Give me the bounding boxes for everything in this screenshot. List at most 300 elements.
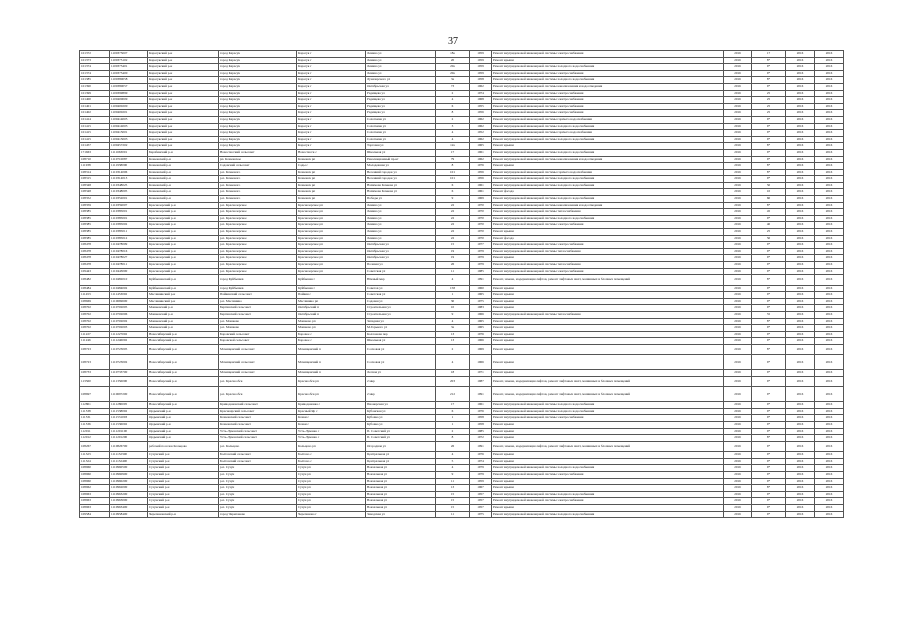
table-cell: 1957 [470, 498, 492, 505]
table-cell: 1110958400 [110, 511, 148, 518]
table-cell: 4 [436, 136, 470, 143]
table-cell: Революционный пр-кт [366, 156, 436, 163]
table-cell: П. Советский ул [366, 435, 436, 442]
table-cell: 15 [436, 491, 470, 498]
table-cell: 1110826700 [110, 441, 148, 451]
table-cell: 108484 [80, 285, 110, 292]
table-cell: Усть-Луковский сельсовет [219, 435, 297, 442]
table-cell: 8* [752, 202, 786, 209]
table-cell: Ремонт внутридомовой инженерной системы холодного водоснабжения [492, 402, 724, 409]
table-cell: 2016 [724, 163, 752, 170]
table-cell: 2016 [724, 441, 752, 451]
table-cell: 1110723005 [110, 344, 148, 354]
table-cell: 1974 [470, 90, 492, 97]
table-cell: Карасук г [297, 143, 366, 150]
table-cell: 1 [436, 422, 470, 429]
table-cell: 2016 [724, 485, 752, 492]
table-cell: 19 [436, 248, 470, 255]
table-cell: 2016 [724, 511, 752, 518]
table-cell: 108348 [80, 182, 110, 189]
table-cell: 1966 [470, 355, 492, 370]
table-cell: 2016 [786, 176, 815, 183]
table-cell: Карасук г [297, 57, 366, 64]
table-cell: Новоспасский сельсовет [219, 149, 297, 156]
table-cell: 2016 [786, 285, 815, 292]
table-cell: Кочковск рп [297, 189, 366, 196]
table-cell: Советов ул [366, 285, 436, 292]
table-cell: 22 [436, 229, 470, 236]
table-row [80, 51, 844, 58]
table-cell: 1110385002 [110, 222, 148, 229]
table-cell: 4 [436, 452, 470, 459]
table-cell: 79 [436, 156, 470, 163]
table-cell: Карасук г [297, 83, 366, 90]
table-cell: Ремонт крыши [492, 458, 724, 465]
table-cell: 2016 [815, 103, 844, 110]
table-row [80, 338, 844, 345]
table-cell: 9* [752, 478, 786, 485]
table-cell: 2016 [815, 435, 844, 442]
table-cell: Сузунский р-н [148, 452, 219, 459]
table-row [80, 311, 844, 318]
table-cell: 9* [752, 441, 786, 451]
table-cell: 1974 [470, 458, 492, 465]
table-cell: 101415 [80, 123, 110, 130]
table-cell: Кольцово рп [297, 441, 366, 451]
table-cell: 1968 [470, 97, 492, 104]
table-cell: 9 [436, 311, 470, 318]
table-cell: город Куйбышев [219, 285, 297, 292]
table-cell: 2016 [815, 156, 844, 163]
table-cell: Октябрьская ул [366, 83, 436, 90]
table-cell: 2 [436, 428, 470, 435]
table-cell: Ремонт фасада [492, 189, 724, 196]
table-cell: 2016 [815, 77, 844, 84]
table-cell: Ремонт, замена, модернизация лифтов, ремонт лифтовых шахт, машинных и блочных помещений [492, 376, 724, 386]
table-cell: р.п. Краснозерское [219, 268, 297, 275]
table-cell: город Карасук [219, 70, 297, 77]
table-cell: 25 [752, 97, 786, 104]
table-cell: 1975 [470, 511, 492, 518]
table-cell: 2016 [724, 51, 752, 58]
table-cell: 9* [752, 268, 786, 275]
table-row [80, 485, 844, 492]
table-cell: 1957 [470, 505, 492, 512]
table-cell: 22 [436, 235, 470, 242]
table-cell: 111227 [80, 331, 110, 338]
table-cell: р.п. Сузун [219, 465, 297, 472]
table-cell: 1952 [470, 130, 492, 137]
table-cell: Ремонт крыши [492, 318, 724, 325]
table-cell: Ремонт внутридомовой инженерной системы канализования и водоотведения [492, 83, 724, 90]
table-cell: 2016 [786, 428, 815, 435]
table-row [80, 415, 844, 422]
table-cell: Пайвин с [297, 292, 366, 299]
table-cell: 55 [752, 311, 786, 318]
table-cell: город Карасук [219, 143, 297, 150]
table-cell: Октябрьский п [297, 305, 366, 312]
table-cell: 2016 [786, 387, 815, 402]
table-cell: 2016 [815, 248, 844, 255]
table-cell: 30 [436, 298, 470, 305]
table-cell: город Карасук [219, 103, 297, 110]
table-cell: 1970 [470, 235, 492, 242]
table-cell: Огородная ул [366, 441, 436, 451]
table-cell: 112011 [80, 428, 110, 435]
table-cell: 9* [752, 298, 786, 305]
table-row [80, 77, 844, 84]
table-cell: 2016 [786, 511, 815, 518]
table-cell: Карасукский р-н [148, 136, 219, 143]
table-cell: 11 [436, 511, 470, 518]
table-cell: Краснозерский р-н [148, 222, 219, 229]
table-cell: 2016 [724, 491, 752, 498]
table-row [80, 143, 844, 150]
table-cell: Краснозерский р-н [148, 262, 219, 269]
table-cell: р.п. Кочкового [219, 189, 297, 196]
table-cell: 1969 [470, 196, 492, 203]
table-cell: 2016 [786, 318, 815, 325]
table-cell: 1110348025 [110, 182, 148, 189]
table-cell: 2016 [724, 169, 752, 176]
table-cell: 2016 [815, 235, 844, 242]
table-cell: 11 [436, 478, 470, 485]
table-cell: Краснозерское рп [297, 262, 366, 269]
table-cell: 1956 [470, 110, 492, 117]
table-cell: Сузунский р-н [148, 458, 219, 465]
table-cell: Карасукский р-н [148, 110, 219, 117]
table-cell: 1979 [470, 255, 492, 262]
table-cell: 2016 [815, 298, 844, 305]
table-cell: 2016 [786, 110, 815, 117]
table-cell: Боровое с [297, 331, 366, 338]
table-cell: 2016 [786, 298, 815, 305]
table-cell: рп. Кочковское [219, 156, 297, 163]
table-cell: 2016 [815, 285, 844, 292]
table-cell: р.п. Мошково [219, 318, 297, 325]
table-cell: 4 [436, 97, 470, 104]
table-cell: 108723 [80, 344, 110, 354]
table-cell: 2016 [724, 435, 752, 442]
table-cell: 6 [436, 189, 470, 196]
table-cell: 2 мкр [366, 376, 436, 386]
table-cell: 2016 [786, 465, 815, 472]
table-cell: М.Горького ул [366, 325, 436, 332]
table-cell: 1959 [470, 64, 492, 71]
table-cell: Новосибирский р-н [148, 338, 219, 345]
table-cell: 108385 [80, 229, 110, 236]
table-cell: 2016 [724, 262, 752, 269]
table-row [80, 209, 844, 216]
table-cell: 1970 [470, 229, 492, 236]
table-row [80, 318, 844, 325]
table-cell: 108385 [80, 235, 110, 242]
table-cell: 2016 [786, 402, 815, 409]
table-cell: 2016 [786, 408, 815, 415]
table-cell: 2016 [724, 387, 752, 402]
table-cell: 1979 [470, 248, 492, 255]
table-cell: 2016 [724, 370, 752, 377]
table-cell: Сузунский р-н [148, 478, 219, 485]
table-cell: 40 [752, 222, 786, 229]
table-cell: 9* [752, 292, 786, 299]
table-cell: Кочковский р-н [148, 176, 219, 183]
table-cell: 101415 [80, 130, 110, 137]
table-cell: 1110478016 [110, 248, 148, 255]
table-cell: 9* [752, 149, 786, 156]
table-cell: город Карасук [219, 130, 297, 137]
table-cell: 9* [752, 136, 786, 143]
table-cell: город Карасук [219, 51, 297, 58]
table-cell: 212 [436, 387, 470, 402]
table-cell: 2016 [786, 215, 815, 222]
table-cell: 1100457202 [110, 143, 148, 150]
table-cell: 101415 [80, 136, 110, 143]
table-cell: Болтовский сельсовет [219, 452, 297, 459]
table-cell: Ремонт крыши [492, 292, 724, 299]
table-cell: 111536 [80, 422, 110, 429]
table-cell: Боровое с [297, 338, 366, 345]
register-sheet [79, 50, 843, 518]
table-cell: Карасукский р-н [148, 143, 219, 150]
table-row [80, 189, 844, 196]
table-cell: 1959 [470, 57, 492, 64]
table-cell: 2016 [786, 435, 815, 442]
table-cell: 108723 [80, 355, 110, 370]
table-cell: Ремонт внутридомовой инженерной системы холодного водоснабжения [492, 182, 724, 189]
table-cell: Кочки с [297, 422, 366, 429]
table-cell: 1962 [470, 83, 492, 90]
table-cell: 2016 [815, 255, 844, 262]
table-cell: 1110385011 [110, 229, 148, 236]
table-cell: 9* [752, 452, 786, 459]
table-cell: 108697 [80, 387, 110, 402]
table-cell: 8* [752, 163, 786, 170]
table-cell: 1110733700 [110, 370, 148, 377]
table-cell: 2016 [815, 355, 844, 370]
table-cell: 9* [752, 355, 786, 370]
table-cell: 1983 [470, 305, 492, 312]
table-cell: 1979 [470, 465, 492, 472]
table-cell: 1970 [470, 209, 492, 216]
table-cell: Нахимова Кочкова ул [366, 182, 436, 189]
table-cell: Ленина ул [366, 235, 436, 242]
table-cell: р.п. Кочкового [219, 196, 297, 203]
table-cell: Черепаново г [297, 511, 366, 518]
table-cell: р.п. Краснообск [219, 387, 297, 402]
table-cell: Кочковск рп [297, 156, 366, 163]
table-cell: Карасук г [297, 64, 366, 71]
table-cell: Карасукский р-н [148, 70, 219, 77]
table-cell: 20а [436, 64, 470, 71]
table-cell: 60 [752, 196, 786, 203]
table-cell: 2016 [724, 57, 752, 64]
table-cell: 2016 [815, 149, 844, 156]
table-cell: Ремонт внутридомовой инженерной системы холодного водоснабжения [492, 215, 724, 222]
table-cell: Мошковский р-н [148, 318, 219, 325]
table-cell: 2016 [724, 428, 752, 435]
table-row [80, 408, 844, 415]
table-cell: 13 [436, 485, 470, 492]
table-row [80, 97, 844, 104]
table-row [80, 370, 844, 377]
table-cell: Краснозерский р-н [148, 202, 219, 209]
table-row [80, 458, 844, 465]
table-cell: 1100414003 [110, 123, 148, 130]
table-cell: 1110359007 [110, 202, 148, 209]
table-cell: Полевая ул [366, 262, 436, 269]
table-cell: Краснозерское рп [297, 202, 366, 209]
table-cell: Мочищенский п [297, 344, 366, 354]
table-cell: Кубовка ул [366, 422, 436, 429]
table-cell: 9* [752, 458, 786, 465]
table-cell: Вокзальная ул [366, 498, 436, 505]
table-cell: Маслянинский р-н [148, 292, 219, 299]
table-cell: Центральная ул [366, 452, 436, 459]
table-row [80, 268, 844, 275]
table-cell: 2016 [724, 143, 752, 150]
table-cell: 9* [752, 465, 786, 472]
table-cell: 2016 [815, 498, 844, 505]
table-cell: 2016 [724, 77, 752, 84]
table-cell: город Карасук [219, 136, 297, 143]
table-cell: Красный Яр с [297, 408, 366, 415]
table-cell: 1961 [470, 149, 492, 156]
table-cell: Молодежная ул [366, 163, 436, 170]
table-cell: Барабинский р-н [148, 149, 219, 156]
table-cell: Нахимова Кочкова ул [366, 189, 436, 196]
table-cell: Краснообск рп [297, 387, 366, 402]
table-row [80, 176, 844, 183]
table-cell: Торговая ул [366, 143, 436, 150]
table-cell: Сузунский р-н [148, 465, 219, 472]
table-cell: 2016 [724, 235, 752, 242]
table-cell: 2016 [724, 222, 752, 229]
table-cell: 108962 [80, 485, 110, 492]
table-cell: 2016 [815, 163, 844, 170]
table-cell: Мошковский р-н [148, 305, 219, 312]
table-cell: город Карасук [219, 57, 297, 64]
table-cell: Ремонт крыши [492, 285, 724, 292]
table-cell: Радищева ул [366, 103, 436, 110]
table-cell: 9* [752, 242, 786, 249]
table-cell: 1961 [470, 402, 492, 409]
table-cell: 2016 [815, 229, 844, 236]
table-cell: 108960 [80, 478, 110, 485]
table-cell: город Карасук [219, 110, 297, 117]
table-cell: Краснозерское рп [297, 248, 366, 255]
table-cell: 2016 [815, 182, 844, 189]
table-cell: 1110960500 [110, 465, 148, 472]
table-cell: Лесная ул [366, 370, 436, 377]
table-cell: 2016 [786, 478, 815, 485]
table-cell: Ремонт внутридомовой инженерной системы холодного водоснабжения [492, 77, 724, 84]
table-cell: Ремонт внутридомовой инженерной системы электроснабжения [492, 51, 724, 58]
table-cell: 1970 [470, 222, 492, 229]
table-cell: Ремонт внутридомовой инженерной системы холодного водоснабжения [492, 491, 724, 498]
table-cell: 2016 [724, 189, 752, 196]
table-cell: 2016 [724, 215, 752, 222]
table-cell: Сузун рп [297, 485, 366, 492]
table-cell: 2016 [786, 248, 815, 255]
table-cell: Ремонт, замена, модернизация лифтов, ремонт лифтовых шахт, машинных и блочных помещений [492, 441, 724, 451]
table-cell: 1956 [470, 169, 492, 176]
table-cell: Бергинский сельсовет [219, 311, 297, 318]
table-cell: Боровской сельсовет [219, 338, 297, 345]
table-cell: 1966 [470, 338, 492, 345]
table-cell: 111323 [80, 452, 110, 459]
table-cell: 9* [752, 428, 786, 435]
table-cell: 1111132400 [110, 458, 148, 465]
table-cell: 111324 [80, 458, 110, 465]
table-row [80, 511, 844, 518]
table-cell: 2016 [786, 422, 815, 429]
table-cell: Кубанская ул [366, 408, 436, 415]
table-cell: 13 [436, 338, 470, 345]
table-cell: Сохоткина ул [366, 116, 436, 123]
table-cell: 108315 [80, 176, 110, 183]
table-cell: 108478 [80, 255, 110, 262]
table-cell: 2016 [724, 498, 752, 505]
table-cell: Сузун рп [297, 472, 366, 479]
table-cell: 2016 [815, 51, 844, 58]
table-cell: Маслянино рп [297, 298, 366, 305]
table-cell: Краснозерский р-н [148, 215, 219, 222]
table-cell: Ремонт внутридомовой инженерной системы электроснабжения [492, 110, 724, 117]
table-cell: 2016 [724, 229, 752, 236]
table-cell: Краснозерский р-н [148, 242, 219, 249]
table-row [80, 116, 844, 123]
table-cell: Сузунский р-н [148, 485, 219, 492]
table-cell: 2016 [786, 182, 815, 189]
table-cell: 9* [752, 511, 786, 518]
table-cell: 1962 [470, 123, 492, 130]
table-cell: Боровский сельсовет [219, 331, 297, 338]
table-cell: 2016 [724, 268, 752, 275]
table-cell: 2016 [786, 149, 815, 156]
table-cell: Ремонт крыши [492, 485, 724, 492]
table-cell: 2016 [786, 143, 815, 150]
table-cell: 8* [752, 57, 786, 64]
table-cell: 1969 [470, 344, 492, 354]
table-row [80, 255, 844, 262]
table-cell: 1962 [470, 116, 492, 123]
table-cell: Вокзальная ул [366, 485, 436, 492]
table-cell: 25 [752, 229, 786, 236]
table-cell: 1965 [470, 143, 492, 150]
table-cell: Сохоткина ул [366, 123, 436, 130]
table-row [80, 57, 844, 64]
table-cell: 2016 [815, 408, 844, 415]
table-cell: Краснозерский р-н [148, 229, 219, 236]
table-cell: 2016 [724, 402, 752, 409]
table-cell: Ремонт внутридомовой инженерной системы холодного водоснабжения [492, 196, 724, 203]
table-cell: 1100400009 [110, 97, 148, 104]
table-cell: 13 [436, 331, 470, 338]
table-cell: 2016 [815, 169, 844, 176]
table-cell: 108385 [80, 215, 110, 222]
table-cell: 1991 [470, 441, 492, 451]
table-cell: р.п. Краснозерское [219, 235, 297, 242]
table-cell: 1959 [470, 51, 492, 58]
table-cell: Сузун рп [297, 465, 366, 472]
table-cell: 2016 [815, 325, 844, 332]
table-cell: Мочищенский п [297, 370, 366, 377]
table-cell: Ленина ул [366, 57, 436, 64]
table-cell: 1100375007 [110, 51, 148, 58]
table-cell: Весенний городок ул [366, 176, 436, 183]
table-cell: 1960 [470, 285, 492, 292]
